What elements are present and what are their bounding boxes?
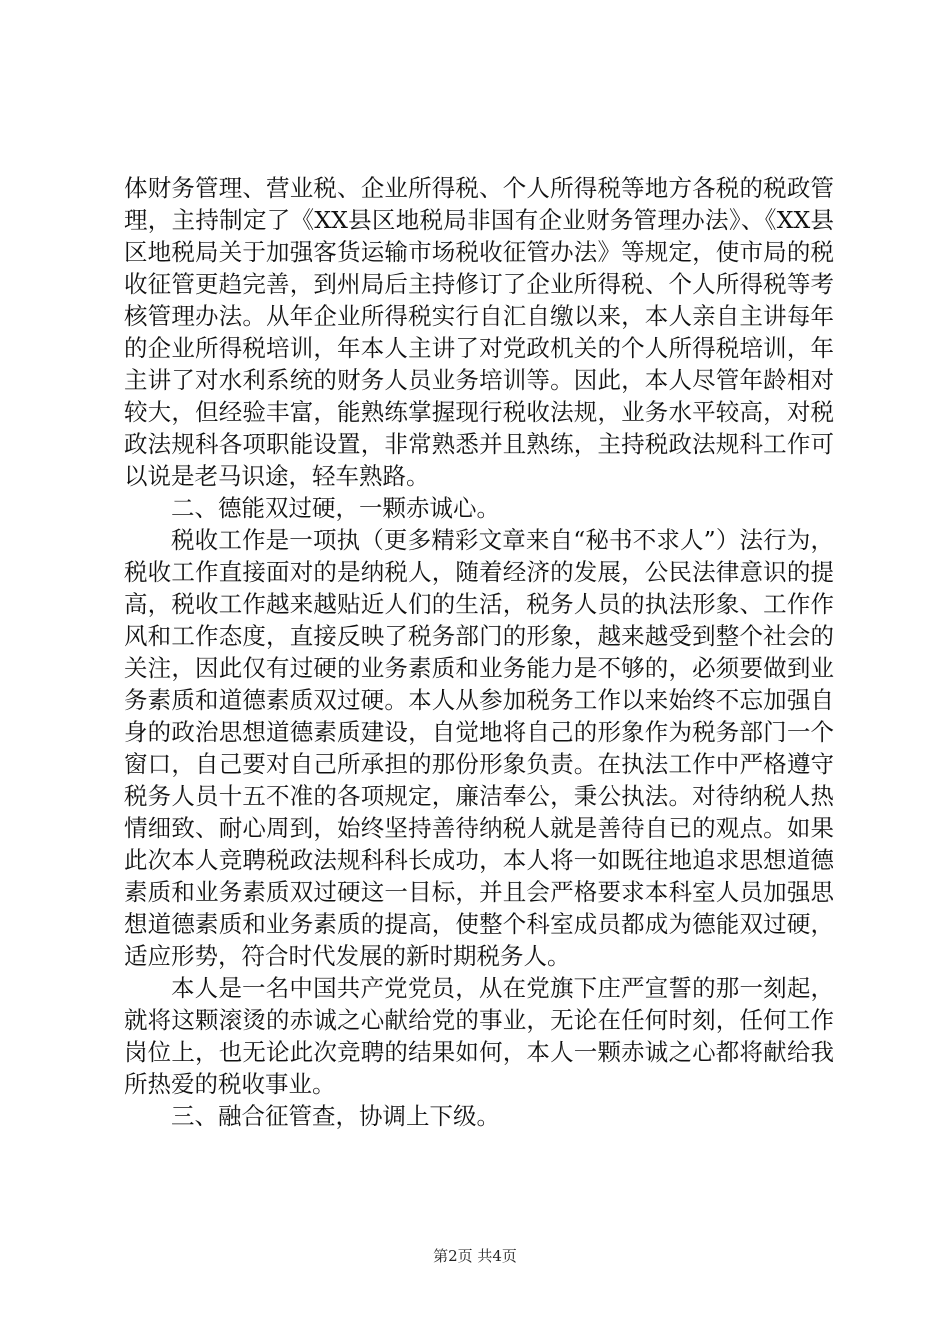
section-heading-2: 二、德能双过硬，一颗赤诚心。 (171, 494, 500, 522)
paragraph-party-member: 本人是一名中国共产党党员，从在党旗下庄严宣誓的那一刻起，就将这颗滚烫的赤诚之心献给党的事业，无论在任何时刻，任何工作岗位上，也无论此次竞聘的结果如何，本人一颗赤诚之心都将献给我所热爱的税收事业。 (124, 974, 834, 1098)
paragraph-continuation: 体财务管理、营业税、企业所得税、个人所得税等地方各税的税政管理，主持制定了《XX县区地税局非国有企业财务管理办法》、《XX县区地税局关于加强客货运输市场税收征管办法》等规定，使市局的税收征管更趋完善，到州局后主持修订了企业所得税、个人所得税等考核管理办法。从年企业所得税实行自汇自缴以来，本人亲自主讲每年的企业所得税培训，年本人主讲了对党政机关的个人所得税培训，年主讲了对水利系统的财务人员业务培训等。因此，本人尽管年龄相对较大，但经验丰富，能熟练掌握现行税收法规，业务水平较高，对税政法规科各项职能设置，非常熟悉并且熟练，主持税政法规科工作可以说是老马识途，轻车熟路。 (124, 174, 834, 490)
paragraph-tax-work: 税收工作是一项执（更多精彩文章来自“秘书不求人”）法行为，税收工作直接面对的是纳税人，随着经济的发展，公民法律意识的提高，税收工作越来越贴近人们的生活，税务人员的执法形象、工作作风和工作态度，直接反映了税务部门的形象，越来越受到整个社会的关注，因此仅有过硬的业务素质和业务能力是不够的，必须要做到业务素质和道德素质双过硬。本人从参加税务工作以来始终不忘加强自身的政治思想道德素质建设，自觉地将自己的形象作为税务部门一个窗口，自己要对自己所承担的那份形象负责。在执法工作中严格遵守税务人员十五不准的各项规定，廉洁奉公，秉公执法。对待纳税人热情细致、耐心周到，始终坚持善待纳税人就是善待自已的观点。如果此次本人竞聘税政法规科科长成功，本人将一如既往地追求思想道德素质和业务素质双过硬这一目标，并且会严格要求本科室人员加强思想道德素质和业务素质的提高，使整个科室成员都成为德能双过硬，适应形势，符合时代发展的新时期税务人。 (124, 526, 834, 970)
page-footer: 第2页 共4页 (433, 1247, 517, 1265)
section-heading-3: 三、融合征管查，协调上下级。 (171, 1102, 500, 1130)
document-body (124, 172, 834, 1132)
